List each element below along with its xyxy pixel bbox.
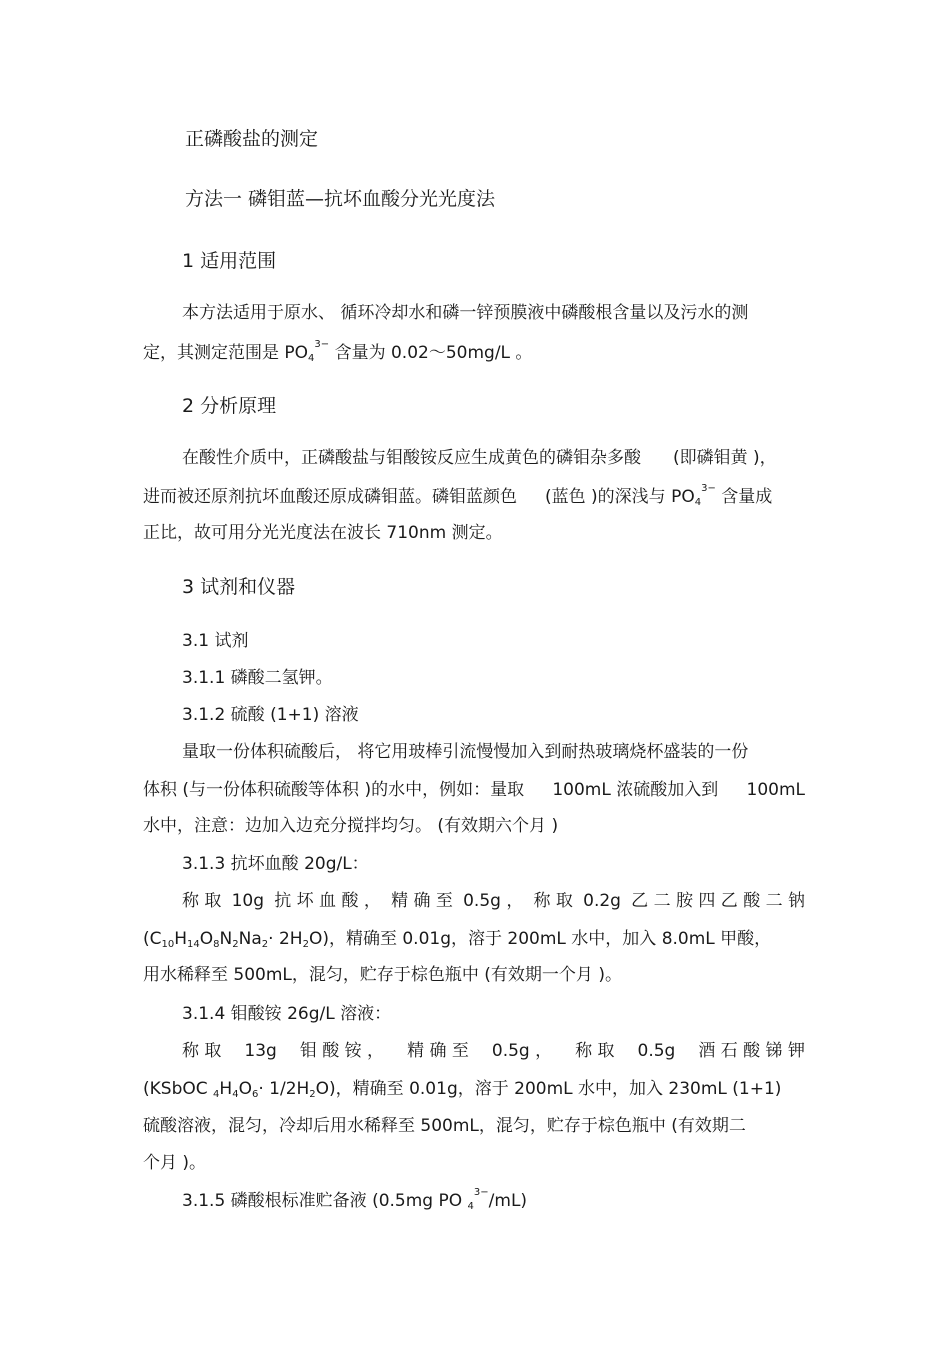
scope-paragraph-line-1: 本方法适用于原水、 循环冷却水和磷一锌预膜液中磷酸根含量以及污水的测: [182, 303, 749, 323]
reagent-3-1-3: 3.1.3 抗坏血酸 20g/L：: [182, 854, 369, 874]
reagent-3-1-4: 3.1.4 钼酸铵 26g/L 溶液：: [182, 1004, 392, 1024]
reagent-3-1-4-line-2: (KSbOC $_4H_4O_6\cdot 1/2H_2O$)，精确至 0.01g，溶于 200mL 水中，加入 230mL (1+1): [143, 1079, 782, 1100]
section-2-heading: 2 分析原理: [182, 395, 277, 417]
reagent-3-1-2-line-3: 水中，注意：边加入边充分搅拌均匀。 (有效期六个月 ): [143, 816, 559, 836]
reagents-heading: 3.1 试剂: [182, 631, 249, 651]
reagent-3-1-1: 3.1.1 磷酸二氢钾。: [182, 668, 333, 688]
section-1-heading: 1 适用范围: [182, 250, 277, 272]
reagent-3-1-2-line-2: 体积 (与一份体积硫酸等体积 )的水中，例如：量取 100mL 浓硫酸加入到 100mL: [143, 780, 805, 800]
reagent-3-1-3-line-2: $(C_{10}H_{14}O_8N_2Na_2\cdot 2H_2O)$，精确至 0.01g，溶于 200mL 水中，加入 8.0mL 甲酸，: [143, 929, 772, 950]
principle-line-1: 在酸性介质中，正磷酸盐与钼酸铵反应生成黄色的磷钼杂多酸 (即磷钼黄 )，: [182, 448, 777, 468]
principle-line-3: 正比，故可用分光光度法在波长 710nm 测定。: [143, 523, 503, 543]
document-title: 正磷酸盐的测定: [185, 128, 319, 150]
reagent-3-1-2-line-1: 量取一份体积硫酸后， 将它用玻棒引流慢慢加入到耐热玻璃烧杯盛装的一份: [182, 742, 749, 762]
reagent-3-1-4-line-4: 个月 )。: [143, 1153, 207, 1173]
reagent-3-1-4-line-3: 硫酸溶液，混匀，冷却后用水稀释至 500mL，混匀，贮存于棕色瓶中 (有效期二: [143, 1116, 746, 1136]
scope-paragraph-line-2: 定，其测定范围是 $PO_4^{3-}$ 含量为 0.02～50mg/L 。: [143, 339, 533, 364]
section-3-heading: 3 试剂和仪器: [182, 576, 296, 598]
method-heading: 方法一 磷钼蓝—抗坏血酸分光光度法: [185, 188, 496, 210]
reagent-3-1-5: 3.1.5 磷酸根标准贮备液 (0.5mg PO $_4^{3-}$/mL): [182, 1187, 528, 1212]
reagent-3-1-3-line-1: 称 取 10g 抗 坏 血 酸 ， 精 确 至 0.5g ， 称 取 0.2g 乙 二 胺 四 乙 酸 二 钠: [182, 891, 805, 911]
reagent-3-1-2: 3.1.2 硫酸 (1+1) 溶液: [182, 705, 359, 725]
reagent-3-1-4-line-1: 称 取 13g 钼 酸 铵 ， 精 确 至 0.5g ， 称 取 0.5g 酒 石 酸 锑 钾: [182, 1041, 805, 1061]
reagent-3-1-3-line-3: 用水稀释至 500mL，混匀，贮存于棕色瓶中 (有效期一个月 )。: [143, 965, 622, 985]
principle-line-2: 进而被还原剂抗坏血酸还原成磷钼蓝。磷钼蓝颜色 (蓝色 )的深浅与 $PO_4^{3-}$ 含量成: [143, 483, 773, 508]
